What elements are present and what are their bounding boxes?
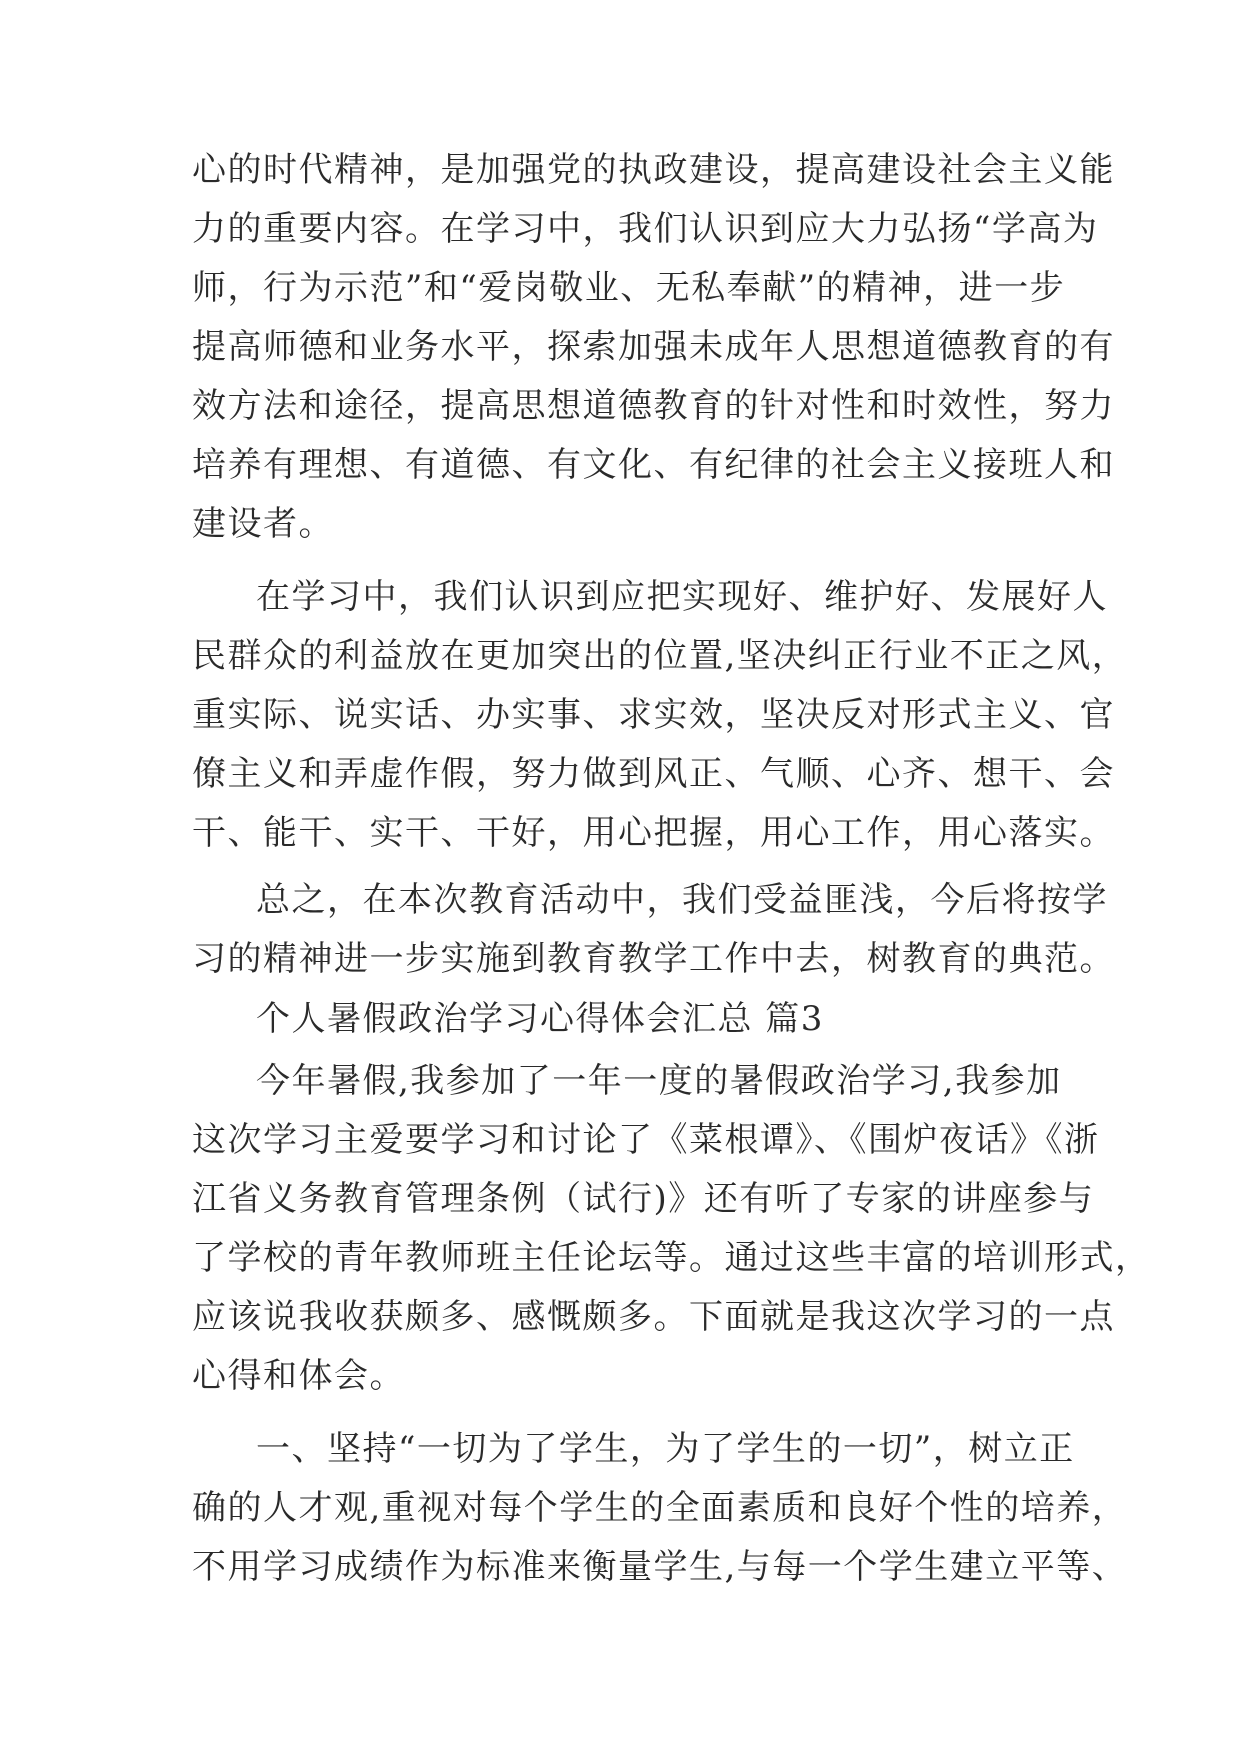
- text-line: 效方法和途径，提高思想道德教育的针对性和时效性，努力: [192, 386, 1115, 426]
- text-line: 一、坚持“一切为了学生，为了学生的一切”，树立正: [256, 1429, 1075, 1469]
- text-line: 习的精神进一步实施到教育教学工作中去，树教育的典范。: [192, 939, 1115, 979]
- text-line: 干、能干、实干、干好，用心把握，用心工作，用心落实。: [192, 813, 1115, 853]
- text-line: 力的重要内容。在学习中，我们认识到应大力弘扬“学高为: [192, 209, 1099, 249]
- text-line: 民群众的利益放在更加突出的位置,坚决纠正行业不正之风，: [192, 636, 1128, 676]
- text-line: 培养有理想、有道德、有文化、有纪律的社会主义接班人和: [192, 445, 1115, 485]
- text-line: 在学习中，我们认识到应把实现好、维护好、发展好人: [256, 577, 1108, 617]
- text-line: 不用学习成绩作为标准来衡量学生,与每一个学生建立平等、: [192, 1547, 1128, 1587]
- text-line: 心得和体会。: [192, 1356, 405, 1396]
- text-line: 心的时代精神，是加强党的执政建设，提高建设社会主义能: [192, 150, 1115, 190]
- text-line: 师，行为示范”和“爱岗敬业、无私奉献”的精神，进一步: [192, 268, 1066, 308]
- text-line: 重实际、说实话、办实事、求实效，坚决反对形式主义、官: [192, 695, 1115, 735]
- text-line: 应该说我收获颇多、感慨颇多。下面就是我这次学习的一点: [192, 1297, 1115, 1337]
- text-line: 僚主义和弄虚作假，努力做到风正、气顺、心齐、想干、会: [192, 754, 1115, 794]
- section-heading: 个人暑假政治学习心得体会汇总 篇3: [256, 999, 824, 1039]
- text-line: 这次学习主爱要学习和讨论了《菜根谭》、《围炉夜话》《浙: [192, 1120, 1100, 1160]
- text-line: 了学校的青年教师班主任论坛等。通过这些丰富的培训形式，: [192, 1238, 1151, 1278]
- text-line: 总之，在本次教育活动中，我们受益匪浅，今后将按学: [256, 880, 1108, 920]
- text-line: 建设者。: [192, 504, 334, 544]
- text-line: 今年暑假,我参加了一年一度的暑假政治学习,我参加: [256, 1061, 1062, 1101]
- text-line: 江省义务教育管理条例（试行)》还有听了专家的讲座参与: [192, 1179, 1095, 1219]
- text-line: 提高师德和业务水平，探索加强未成年人思想道德教育的有: [192, 327, 1115, 367]
- text-line: 确的人才观,重视对每个学生的全面素质和良好个性的培养，: [192, 1488, 1128, 1528]
